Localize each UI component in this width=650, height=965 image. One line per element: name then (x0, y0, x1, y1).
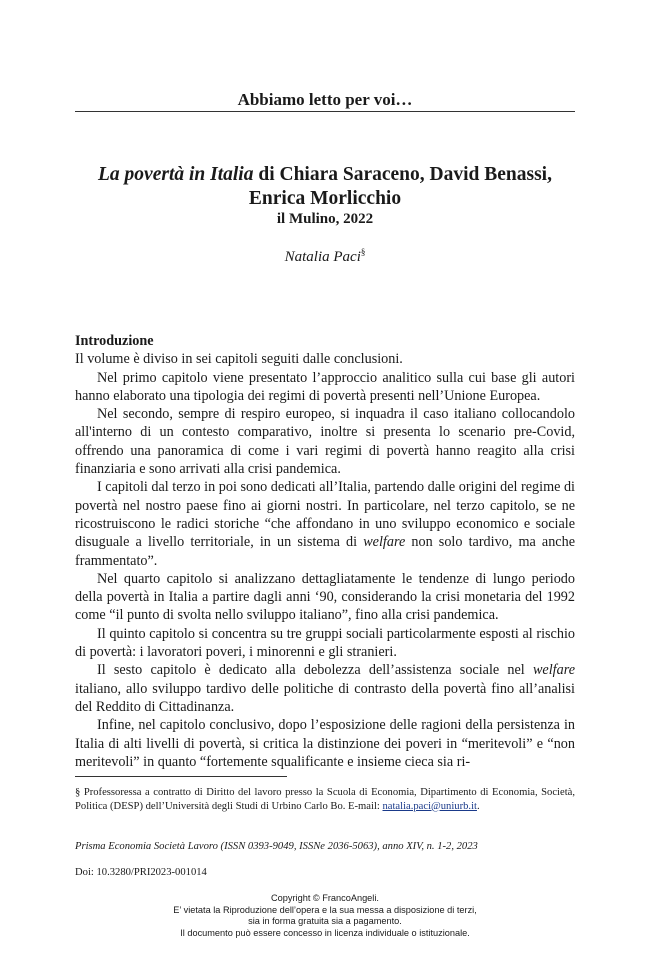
header-rule (75, 111, 575, 112)
doi: Doi: 10.3280/PRI2023-001014 (75, 867, 207, 878)
paragraph-text: italiano, allo sviluppo tardivo delle politiche di contrasto della povertà fino all’analisi del Reddito di Cittadinanza. (75, 680, 575, 715)
footnote (75, 786, 575, 813)
section-header: Abbiamo letto per voi… (237, 90, 413, 109)
paragraph-text: I capitoli dal terzo in poi sono dedicati all’Italia, partendo dalle origini del regime di povertà nel nostro paese fino ai giorni nostri. In particolare, nel terzo capitolo, se ne ricostruiscono le radici storiche “che affondano in uno sviluppo economico e sociale disuguale a livello territoriale, in un sistema di (75, 479, 575, 551)
author-email-link[interactable]: natalia.paci@uniurb.it (382, 800, 477, 812)
paragraph (75, 661, 575, 716)
article-body (75, 332, 575, 771)
paragraph: Nel quarto capitolo si analizzano dettagliatamente le tendenze di lungo periodo della povertà in Italia a partire dagli anni ‘90, considerando la crisi monetaria del 1992 come “il punto di svolta nello sviluppo italiano”, fino alla crisi pandemica. (75, 570, 575, 624)
paragraph (75, 478, 575, 569)
paragraph: Nel secondo, sempre di respiro europeo, si inquadra il caso italiano collocandolo all'interno di un contesto comparativo, inoltre si presenta lo scenario pre-Covid, offrendo una panoramica di come i vari regimi di povertà hanno reagito alla crisi finanziaria e sono arrivati alla crisi pandemica. (75, 406, 575, 478)
author-footnote-mark: § (360, 247, 366, 257)
footnote-end: . (476, 800, 480, 812)
paragraph: Il volume è diviso in sei capitoli seguiti dalle conclusioni. (75, 351, 403, 368)
book-title-authors: di Chiara Saraceno, David Benassi, (253, 164, 552, 185)
paragraph-text: Il sesto capitolo è dedicato alla debolezza dell’assistenza sociale nel (97, 662, 533, 679)
book-title-italic: La povertà in Italia (98, 164, 254, 185)
paragraph: Il quinto capitolo si concentra su tre gruppi sociali particolarmente esposti al rischio di povertà: i lavoratori poveri, i minorenni e gli stranieri. (75, 625, 575, 661)
paragraph: Nel primo capitolo viene presentato l’approccio analitico sulla cui base gli autori hanno elaborato una tipologia dei regimi di povertà presenti nell’Unione Europea. (75, 369, 575, 404)
copyright-line: sia in forma gratuita sia a pagamento. (248, 916, 402, 927)
copyright-line: Copyright © FrancoAngeli. (271, 893, 379, 903)
journal-citation: Prisma Economia Società Lavoro (ISSN 0393-9049, ISSNe 2036-5063), anno XIV, n. 1-2, 2023 (75, 841, 478, 852)
book-title (60, 163, 590, 211)
paragraph-text: non solo tardivo, ma anche frammentato”. (75, 534, 575, 569)
section-heading: Introduzione (75, 333, 154, 349)
review-author (0, 247, 650, 266)
book-title-authors-line2: Enrica Morlicchio (248, 188, 402, 209)
footnote-rule (75, 776, 287, 777)
paragraph-italic: welfare (363, 534, 406, 551)
copyright-notice (0, 893, 650, 939)
footnote-text: § Professoressa a contratto di Diritto del lavoro presso la Scuola di Economia, Dipartimento di Economia, Società, Politica (DESP) dell’Università degli Studi di Urbino Carlo Bo. E-mail: (75, 787, 575, 812)
paragraph: Infine, nel capitolo conclusivo, dopo l’esposizione delle ragioni della persistenza in Italia di alti livelli di povertà, si critica la distinzione dei poveri in “meritevoli” e “non meritevoli” in quanto “fortemente squalificante e insieme cieca sia ri- (75, 717, 575, 770)
publisher-line: il Mulino, 2022 (276, 211, 374, 227)
copyright-line: Il documento può essere concesso in licenza individuale o istituzionale. (180, 927, 470, 938)
paragraph-italic: welfare (532, 662, 575, 679)
author-name: Natalia Paci (284, 249, 361, 265)
copyright-line: E’ vietata la Riproduzione dell’opera e la sua messa a disposizione di terzi, (173, 904, 477, 915)
